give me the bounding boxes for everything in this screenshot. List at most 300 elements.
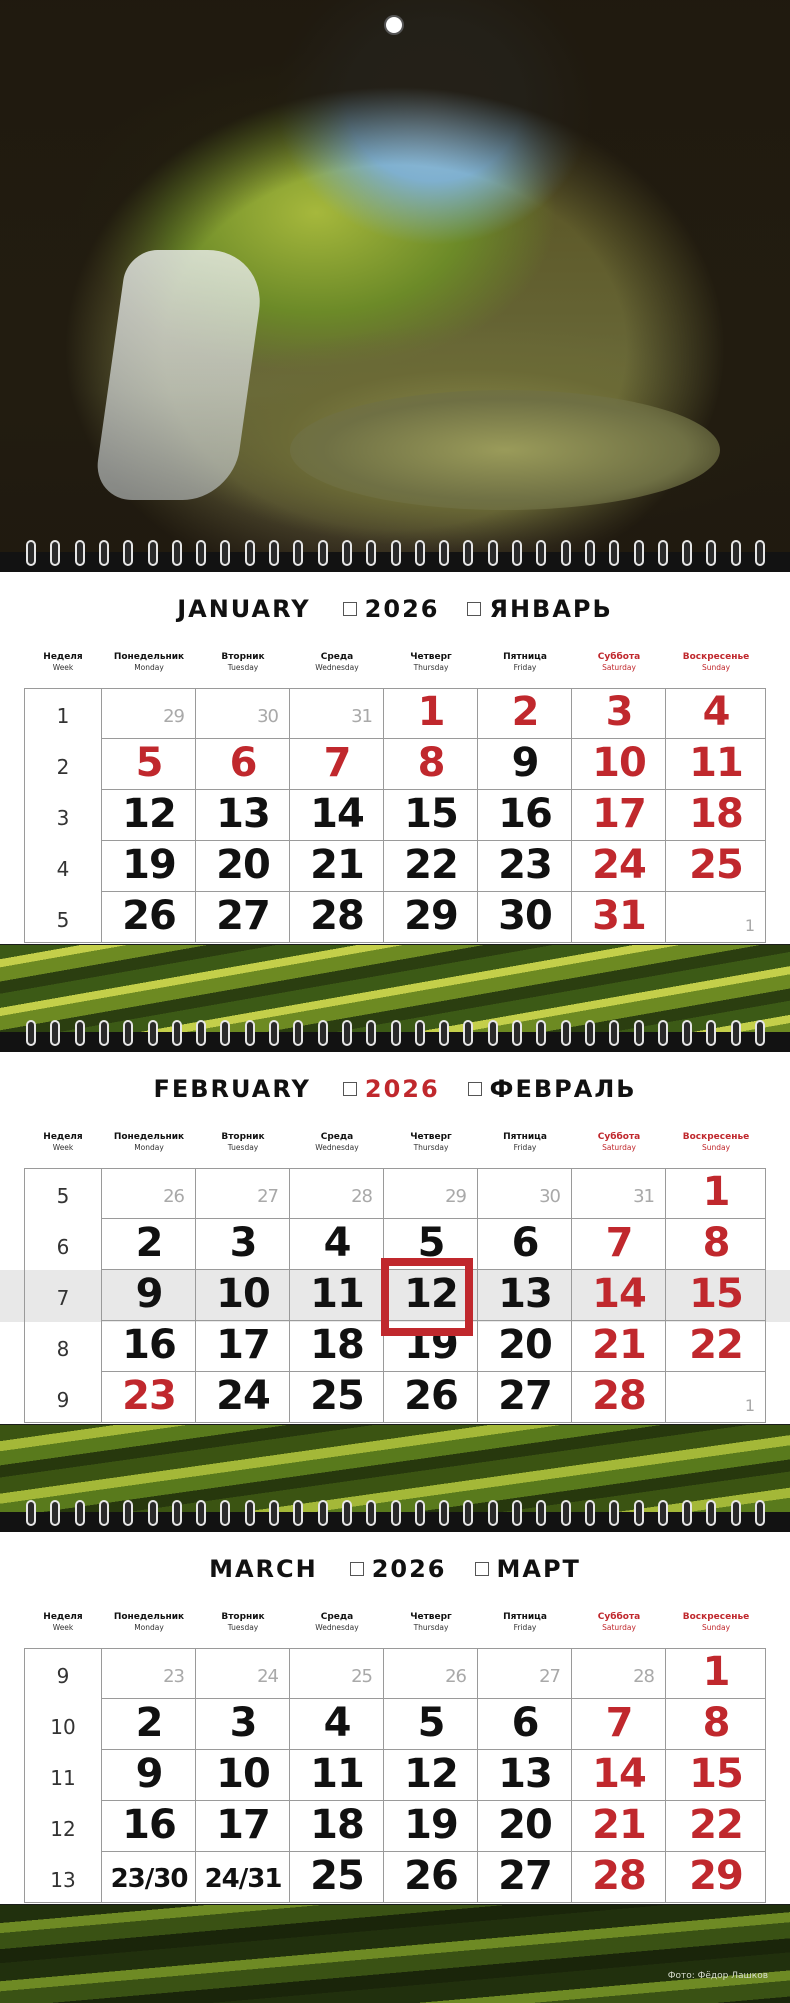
day-number: 11 <box>310 1271 364 1317</box>
today-marker <box>381 1258 473 1336</box>
binding-ring <box>342 1500 352 1526</box>
day-number: 6 <box>511 1220 539 1266</box>
binding-ring <box>391 540 401 566</box>
binding-ring <box>488 1020 498 1046</box>
binding-ring <box>682 1500 692 1526</box>
month-block-january <box>0 560 790 944</box>
binding-ring <box>755 1020 765 1046</box>
day-number: 18 <box>689 791 743 837</box>
binding-ring <box>366 1020 376 1046</box>
binding-ring <box>75 1500 85 1526</box>
month-name-ru: ЯНВАРЬ <box>489 595 613 623</box>
weekday-name-ru: Четверг <box>410 652 452 662</box>
binding-ring <box>536 1500 546 1526</box>
weekday-header <box>290 1132 384 1152</box>
weekday-header <box>666 1612 766 1632</box>
day-number: 22 <box>404 842 458 888</box>
day-number: 29 <box>689 1853 743 1899</box>
day-number: 9 <box>135 1271 163 1317</box>
binding-ring <box>536 1020 546 1046</box>
weekday-header <box>24 1612 102 1632</box>
weekday-header <box>196 1612 290 1632</box>
binding-ring <box>26 540 36 566</box>
day-number: 6 <box>229 740 257 786</box>
weekday-header <box>196 652 290 672</box>
title-square-icon <box>468 1082 482 1096</box>
week-number: 9 <box>56 1664 70 1688</box>
binding-ring <box>609 540 619 566</box>
weekday-name-en: Sunday <box>701 1623 731 1632</box>
day-number: 15 <box>689 1751 743 1797</box>
binding-ring <box>706 1500 716 1526</box>
binding-ring <box>50 1500 60 1526</box>
day-number: 17 <box>216 1802 270 1848</box>
weekday-header <box>24 652 102 672</box>
cover-photo-waterfall-cave <box>0 0 790 560</box>
weekday-name-ru: Понедельник <box>113 652 185 662</box>
day-number: 21 <box>592 1802 646 1848</box>
month-name-ru: МАРТ <box>496 1555 581 1583</box>
day-number: 30 <box>257 706 278 727</box>
day-number: 27 <box>498 1853 552 1899</box>
week-number: 12 <box>50 1817 76 1841</box>
day-number: 25 <box>310 1853 364 1899</box>
weekday-name-ru: Суббота <box>597 1612 641 1622</box>
day-number: 5 <box>417 1220 445 1266</box>
day-number: 10 <box>216 1271 270 1317</box>
weekday-name-en: Thursday <box>413 1623 449 1632</box>
binding-ring <box>50 1020 60 1046</box>
binding-ring <box>293 540 303 566</box>
weekday-name-en: Week <box>52 1623 74 1632</box>
weekday-name-en: Saturday <box>602 1623 636 1632</box>
weekday-name-ru: Понедельник <box>113 1132 185 1142</box>
binding-ring <box>26 1500 36 1526</box>
day-number: 28 <box>633 1666 654 1687</box>
weekday-name-ru: Пятница <box>503 652 547 662</box>
binding-ring <box>318 540 328 566</box>
week-number: 9 <box>56 1388 70 1412</box>
weekday-name-ru: Вторник <box>221 1132 265 1142</box>
spiral-binding <box>0 540 790 572</box>
weekday-header <box>572 1612 666 1632</box>
weekday-name-en: Thursday <box>413 663 449 672</box>
day-number: 13 <box>498 1751 552 1797</box>
binding-ring <box>415 1500 425 1526</box>
day-number: 7 <box>323 740 351 786</box>
day-number: 5 <box>417 1700 445 1746</box>
weekday-name-ru: Неделя <box>43 652 83 662</box>
weekday-header <box>666 1132 766 1152</box>
day-number: 24 <box>257 1666 278 1687</box>
binding-ring <box>488 1500 498 1526</box>
day-number: 6 <box>511 1700 539 1746</box>
weekday-name-en: Wednesday <box>315 1623 359 1632</box>
month-name-en: FEBRUARY <box>153 1075 311 1103</box>
day-number: 20 <box>498 1802 552 1848</box>
binding-ring <box>561 1020 571 1046</box>
day-number: 15 <box>689 1271 743 1317</box>
weekday-header <box>384 1132 478 1152</box>
binding-ring <box>755 1500 765 1526</box>
binding-ring <box>488 540 498 566</box>
day-number: 1 <box>702 1649 730 1695</box>
weekday-header <box>572 652 666 672</box>
binding-ring <box>682 540 692 566</box>
week-number: 11 <box>50 1766 76 1790</box>
month-title <box>0 594 790 623</box>
month-name-ru: ФЕВРАЛЬ <box>489 1075 637 1103</box>
week-number: 4 <box>56 857 70 881</box>
binding-ring <box>220 1500 230 1526</box>
weekday-header <box>102 1612 196 1632</box>
day-number: 14 <box>310 791 364 837</box>
binding-ring <box>172 1500 182 1526</box>
waterfall <box>92 250 267 500</box>
day-number: 22 <box>689 1802 743 1848</box>
binding-ring <box>512 1500 522 1526</box>
day-number: 22 <box>689 1322 743 1368</box>
day-number: 28 <box>592 1373 646 1419</box>
binding-ring <box>293 1500 303 1526</box>
day-number: 11 <box>689 740 743 786</box>
week-number: 3 <box>56 806 70 830</box>
title-square-icon <box>475 1562 489 1576</box>
binding-ring <box>269 1500 279 1526</box>
day-number: 19 <box>404 1322 458 1368</box>
day-number: 16 <box>498 791 552 837</box>
weekday-name-en: Sunday <box>701 663 731 672</box>
binding-ring <box>391 1020 401 1046</box>
day-number: 20 <box>498 1322 552 1368</box>
day-number: 31 <box>633 1186 654 1207</box>
weekday-header <box>196 1132 290 1152</box>
binding-ring <box>318 1500 328 1526</box>
binding-ring <box>439 1020 449 1046</box>
day-number: 3 <box>229 1220 257 1266</box>
binding-ring <box>196 1020 206 1046</box>
binding-ring <box>658 1020 668 1046</box>
binding-ring <box>220 540 230 566</box>
day-number: 24 <box>592 842 646 888</box>
weekday-name-ru: Вторник <box>221 1612 265 1622</box>
binding-ring <box>196 540 206 566</box>
binding-ring <box>463 540 473 566</box>
day-number: 16 <box>122 1322 176 1368</box>
day-number: 26 <box>163 1186 184 1207</box>
day-number: 8 <box>702 1220 730 1266</box>
day-number: 28 <box>310 893 364 939</box>
day-number: 17 <box>216 1322 270 1368</box>
weekday-header <box>102 652 196 672</box>
day-number: 28 <box>592 1853 646 1899</box>
binding-ring <box>634 1020 644 1046</box>
week-number: 13 <box>50 1868 76 1892</box>
weekday-name-en: Monday <box>134 1143 164 1152</box>
day-number: 4 <box>702 689 730 735</box>
binding-ring <box>99 540 109 566</box>
day-number: 27 <box>216 893 270 939</box>
month-year: 2026 <box>371 1555 447 1583</box>
day-number: 3 <box>229 1700 257 1746</box>
binding-ring <box>99 1020 109 1046</box>
week-number: 1 <box>56 704 70 728</box>
weekday-name-ru: Воскресенье <box>682 1132 750 1142</box>
day-number: 1 <box>417 689 445 735</box>
weekday-name-ru: Воскресенье <box>682 652 750 662</box>
weekday-header <box>478 1612 572 1632</box>
binding-ring <box>609 1500 619 1526</box>
title-square-icon <box>343 1082 357 1096</box>
day-number: 29 <box>404 893 458 939</box>
binding-ring <box>391 1500 401 1526</box>
binding-ring <box>123 1500 133 1526</box>
weekday-name-ru: Среда <box>320 1132 354 1142</box>
month-year: 2026 <box>364 1075 440 1103</box>
day-number: 1 <box>702 1169 730 1215</box>
binding-ring <box>634 1500 644 1526</box>
day-number: 31 <box>351 706 372 727</box>
weekday-name-en: Friday <box>513 1143 537 1152</box>
binding-ring <box>536 540 546 566</box>
weekday-name-ru: Неделя <box>43 1612 83 1622</box>
weekday-name-en: Monday <box>134 1623 164 1632</box>
binding-ring <box>731 1500 741 1526</box>
title-square-icon <box>467 602 481 616</box>
binding-ring <box>415 1020 425 1046</box>
day-number: 9 <box>135 1751 163 1797</box>
day-number: 23/30 <box>110 1864 188 1894</box>
week-number: 2 <box>56 755 70 779</box>
month-block-february <box>0 1040 790 1424</box>
month-name-en: JANUARY <box>177 595 311 623</box>
day-number: 1 <box>744 1396 754 1415</box>
day-number: 19 <box>404 1802 458 1848</box>
weekday-header <box>478 652 572 672</box>
binding-ring <box>123 540 133 566</box>
day-number: 21 <box>310 842 364 888</box>
week-number: 7 <box>56 1286 70 1310</box>
weekday-name-en: Week <box>52 663 74 672</box>
binding-ring <box>585 540 595 566</box>
binding-ring <box>318 1020 328 1046</box>
day-number: 2 <box>135 1700 163 1746</box>
weekday-header <box>666 652 766 672</box>
binding-ring <box>366 1500 376 1526</box>
day-number: 23 <box>122 1373 176 1419</box>
binding-ring <box>439 1500 449 1526</box>
hanging-hole <box>384 15 404 35</box>
day-number: 8 <box>702 1700 730 1746</box>
binding-ring <box>658 1500 668 1526</box>
day-number: 18 <box>310 1802 364 1848</box>
weekday-name-en: Wednesday <box>315 1143 359 1152</box>
weekday-name-en: Tuesday <box>227 1143 259 1152</box>
binding-ring <box>269 1020 279 1046</box>
day-number: 19 <box>122 842 176 888</box>
day-number: 31 <box>592 893 646 939</box>
grid-top-line <box>24 1648 766 1649</box>
weekday-name-en: Week <box>52 1143 74 1152</box>
day-number: 4 <box>323 1700 351 1746</box>
weekday-header <box>102 1132 196 1152</box>
weekday-header <box>290 1612 384 1632</box>
day-number: 12 <box>404 1751 458 1797</box>
binding-ring <box>439 540 449 566</box>
day-number: 20 <box>216 842 270 888</box>
weekday-name-en: Friday <box>513 1623 537 1632</box>
month-title <box>0 1074 790 1103</box>
binding-ring <box>585 1020 595 1046</box>
day-number: 10 <box>216 1751 270 1797</box>
binding-ring <box>75 540 85 566</box>
binding-ring <box>585 1500 595 1526</box>
weekday-name-ru: Неделя <box>43 1132 83 1142</box>
day-number: 10 <box>592 740 646 786</box>
binding-ring <box>415 540 425 566</box>
day-number: 8 <box>417 740 445 786</box>
binding-ring <box>123 1020 133 1046</box>
week-number: 8 <box>56 1337 70 1361</box>
binding-ring <box>634 540 644 566</box>
spiral-binding <box>0 1020 790 1052</box>
binding-ring <box>99 1500 109 1526</box>
pond <box>290 390 720 510</box>
weekday-name-en: Saturday <box>602 1143 636 1152</box>
weekday-name-ru: Понедельник <box>113 1612 185 1622</box>
grid-top-line <box>24 1168 766 1169</box>
binding-ring <box>148 540 158 566</box>
month-title <box>0 1554 790 1583</box>
binding-ring <box>245 1500 255 1526</box>
day-number: 27 <box>498 1373 552 1419</box>
day-number: 25 <box>689 842 743 888</box>
day-number: 3 <box>605 689 633 735</box>
day-number: 21 <box>592 1322 646 1368</box>
binding-ring <box>731 1020 741 1046</box>
weekday-name-en: Tuesday <box>227 663 259 672</box>
day-number: 1 <box>744 916 754 935</box>
day-number: 23 <box>163 1666 184 1687</box>
weekday-name-en: Thursday <box>413 1143 449 1152</box>
binding-ring <box>731 540 741 566</box>
day-number: 28 <box>351 1186 372 1207</box>
day-number: 2 <box>135 1220 163 1266</box>
week-number: 10 <box>50 1715 76 1739</box>
weekday-name-ru: Вторник <box>221 652 265 662</box>
month-year: 2026 <box>364 595 440 623</box>
day-grid <box>24 688 766 943</box>
weekday-header <box>384 1612 478 1632</box>
day-number: 4 <box>323 1220 351 1266</box>
day-number: 9 <box>511 740 539 786</box>
day-number: 30 <box>498 893 552 939</box>
weekday-name-en: Wednesday <box>315 663 359 672</box>
binding-ring <box>512 540 522 566</box>
day-number: 14 <box>592 1751 646 1797</box>
day-number: 18 <box>310 1322 364 1368</box>
binding-ring <box>682 1020 692 1046</box>
binding-ring <box>293 1020 303 1046</box>
binding-ring <box>75 1020 85 1046</box>
binding-ring <box>148 1020 158 1046</box>
binding-ring <box>561 540 571 566</box>
binding-ring <box>561 1500 571 1526</box>
title-square-icon <box>343 602 357 616</box>
day-number: 27 <box>257 1186 278 1207</box>
weekday-name-ru: Четверг <box>410 1612 452 1622</box>
day-number: 23 <box>498 842 552 888</box>
binding-ring <box>463 1500 473 1526</box>
binding-ring <box>220 1020 230 1046</box>
day-number: 30 <box>539 1186 560 1207</box>
day-number: 11 <box>310 1751 364 1797</box>
weekday-header <box>24 1132 102 1152</box>
binding-ring <box>706 540 716 566</box>
day-number: 26 <box>404 1373 458 1419</box>
day-number: 12 <box>122 791 176 837</box>
weekday-name-en: Friday <box>513 663 537 672</box>
day-number: 13 <box>498 1271 552 1317</box>
binding-ring <box>196 1500 206 1526</box>
day-number: 25 <box>351 1666 372 1687</box>
weekday-header <box>572 1132 666 1152</box>
weekday-name-ru: Пятница <box>503 1612 547 1622</box>
day-number: 17 <box>592 791 646 837</box>
day-number: 14 <box>592 1271 646 1317</box>
spiral-binding <box>0 1500 790 1532</box>
weekday-name-en: Saturday <box>602 663 636 672</box>
day-number: 27 <box>539 1666 560 1687</box>
day-number: 12 <box>404 1271 458 1317</box>
weekday-name-en: Sunday <box>701 1143 731 1152</box>
day-grid <box>24 1648 766 1903</box>
binding-ring <box>706 1020 716 1046</box>
day-number: 26 <box>122 893 176 939</box>
binding-ring <box>512 1020 522 1046</box>
day-number: 5 <box>135 740 163 786</box>
month-block-march <box>0 1520 790 1904</box>
day-number: 13 <box>216 791 270 837</box>
week-number: 5 <box>56 1184 70 1208</box>
weekday-name-ru: Суббота <box>597 1132 641 1142</box>
day-number: 25 <box>310 1373 364 1419</box>
binding-ring <box>366 540 376 566</box>
binding-ring <box>245 1020 255 1046</box>
day-number: 24 <box>216 1373 270 1419</box>
photo-credit: Фото: Фёдор Лашков <box>667 1971 768 1981</box>
weekday-name-ru: Четверг <box>410 1132 452 1142</box>
binding-ring <box>172 540 182 566</box>
binding-ring <box>755 540 765 566</box>
binding-ring <box>172 1020 182 1046</box>
binding-ring <box>658 540 668 566</box>
day-number: 2 <box>511 689 539 735</box>
binding-ring <box>463 1020 473 1046</box>
binding-ring <box>342 540 352 566</box>
weekday-name-ru: Среда <box>320 652 354 662</box>
binding-ring <box>148 1500 158 1526</box>
month-name-en: MARCH <box>209 1555 318 1583</box>
week-number: 6 <box>56 1235 70 1259</box>
weekday-header <box>384 652 478 672</box>
weekday-header <box>478 1132 572 1152</box>
weekday-name-ru: Воскресенье <box>682 1612 750 1622</box>
day-number: 7 <box>605 1700 633 1746</box>
day-number: 26 <box>404 1853 458 1899</box>
weekday-name-en: Tuesday <box>227 1623 259 1632</box>
day-number: 26 <box>445 1666 466 1687</box>
